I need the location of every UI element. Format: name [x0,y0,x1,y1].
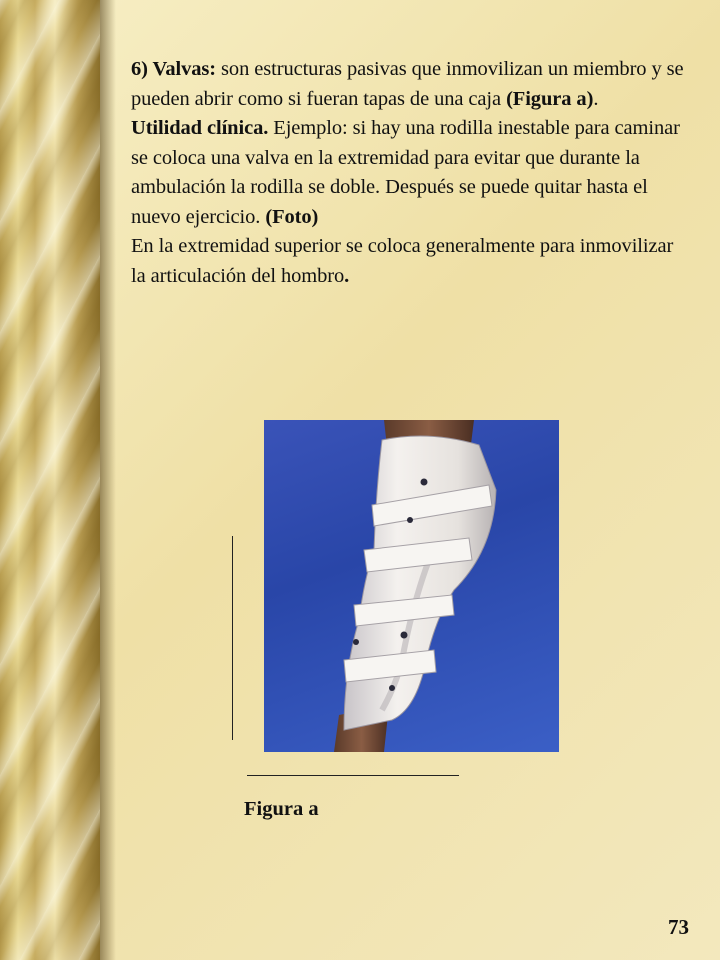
horizontal-rule [247,775,459,776]
extremidad-text: En la extremidad superior se coloca generalmente para inmovilizar la articulación del hombro [131,235,674,287]
page-number: 73 [668,915,689,939]
figure-reference: (Figura a) [506,87,594,110]
knee-brace-illustration [264,420,559,752]
vertical-rule [232,536,233,740]
paragraph-extremidad [131,232,691,291]
valvas-label: 6) Valvas: [131,58,217,80]
decorative-column [0,0,100,960]
column-shadow [100,0,116,960]
photo-reference: (Foto) [265,205,319,228]
valvas-text: son estructuras pasivas que inmovilizan un miembro y se pueden abrir como si fueran tapas de una caja [131,58,684,110]
figure-caption: Figura a [244,798,319,820]
paragraph-valvas [131,55,691,114]
valvas-end: . [593,87,599,110]
paragraph-utilidad [131,114,691,232]
utilidad-label: Utilidad clínica. [131,117,269,139]
body-text [131,55,691,291]
utilidad-text: Ejemplo: si hay una rodilla inestable para caminar se coloca una valva en la extremidad para evitar que durante la ambulación la rodilla se doble. Después se puede quitar hasta el nuevo ejercicio. [131,117,680,228]
knee-brace-photo [264,420,559,752]
extremidad-end: . [344,264,350,287]
